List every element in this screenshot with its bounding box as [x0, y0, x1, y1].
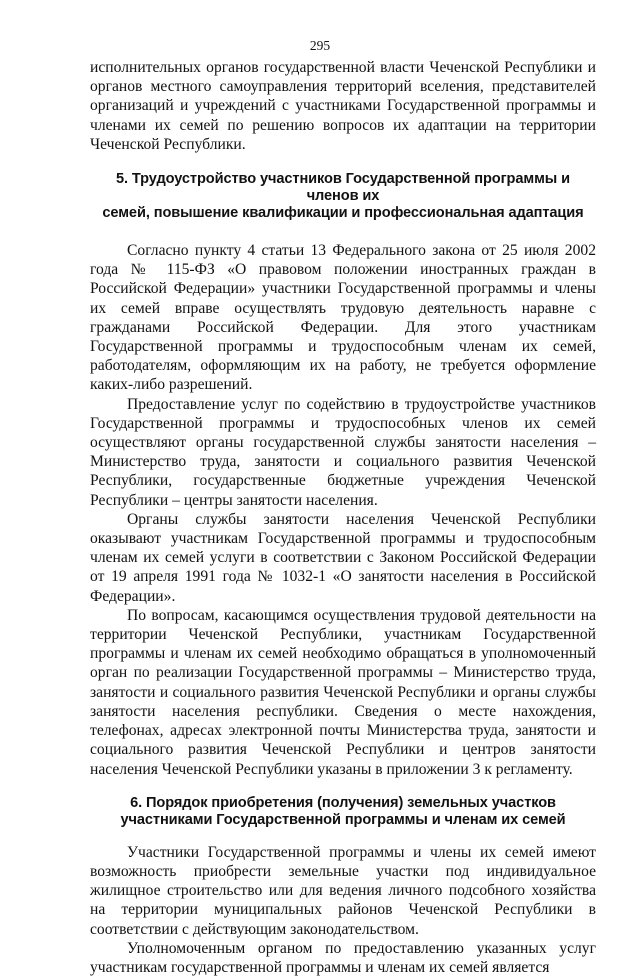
section-5-heading-line-2: семей, повышение квалификации и профессиональная адаптация [102, 205, 584, 222]
spacer [90, 154, 596, 171]
section-6-heading [90, 795, 596, 829]
section-5-heading-line-1: 5. Трудоустройство участников Государственной программы и членов их [116, 171, 570, 205]
section-5-paragraph-4: По вопросам, касающимся осуществления трудовой деятельности на территории Чеченской Республики, участникам Государственной программы и членам их семей необходимо обращаться в уполномоченный орган по реализации Государственной программы – Министерство труда, занятости и социального развития Чеченской Республики и органы службы занятости населения республики. Сведения о месте нахождения, телефонах, адресах электронной почты Министерства труда, занятости и социального развития Чеченской Республики и центров занятости населения Чеченской Республики указаны в приложении 3 к регламенту. [90, 606, 596, 778]
spacer [90, 829, 596, 843]
section-5-paragraph-2: Предоставление услуг по содействию в трудоустройстве участников Государственной программы и трудоспособных членов их семей осуществляют органы государственной службы занятости населения – Министерство труда, занятости и социального развития Чеченской Республики, государственные бюджетные учреждения Чеченской Республики – центры занятости населения. [90, 395, 596, 509]
intro-paragraph: исполнительных органов государственной власти Чеченской Республики и органов местного самоуправления территорий вселения, представителей организаций и учреждений с участниками Государственной программы и членами их семей по решению вопросов их адаптации на территории Чеченской Республики. [90, 59, 596, 153]
page-number: 295 [309, 38, 331, 53]
section-6-paragraph-1: Участники Государственной программы и члены их семей имеют возможность приобрести земельные участки под индивидуальное жилищное строительство или для ведения личного подсобного хозяйства на территории муниципальных районов Чеченской Республики в соответствии с действующим законодательством. [90, 843, 596, 938]
section-5-paragraph-1: Согласно пункту 4 статьи 13 Федерального закона от 25 июля 2002 года № 115-ФЗ «О правовом положении иностранных граждан в Российской Федерации» участники Государственной программы и члены их семей вправе осуществлять трудовую деятельность наравне с гражданами Российской Федерации. Для этого участникам Государственной программы и трудоспособным членам их семей, работодателям, оформляющим их на работу, не требуется оформление каких-либо разрешений. [90, 242, 596, 394]
section-5-paragraph-3: Органы службы занятости населения Чеченской Республики оказывают участникам Государственной программы и трудоспособным членам их семей услуги в соответствии с Законом Российской Федерации от 19 апреля 1991 года № 1032-1 «О занятости населения в Российской Федерации». [90, 510, 596, 605]
spacer [90, 779, 596, 795]
section-6-paragraph-2: Уполномоченным органом по предоставлению указанных услуг участникам государственной программы и членам их семей является [90, 939, 596, 976]
spacer [90, 222, 596, 241]
section-5-heading [90, 171, 596, 222]
page-content [90, 58, 596, 977]
section-6-heading-line-2: участниками Государственной программы и членам их семей [120, 811, 566, 828]
section-6-heading-line-1: 6. Порядок приобретения (получения) земельных участков [130, 794, 556, 811]
